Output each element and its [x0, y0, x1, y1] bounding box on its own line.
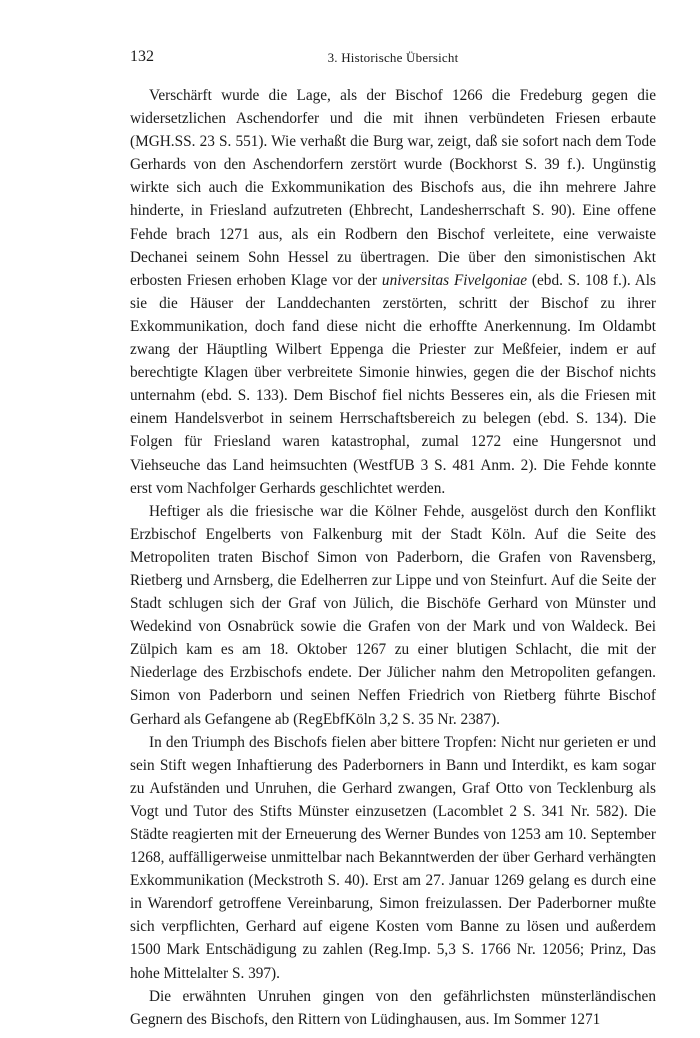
- text-run: In den Triumph des Bischofs fielen aber bittere Tropfen: Nicht nur gerieten er und sein Stift wegen Inhaftierung des Paderborners in Bann und Interdikt, es kam sogar zu Aufständen und Unruhen, die Gerhard zwangen, Graf Otto von Tecklenburg als Vogt und Tutor des Stifts Münster einzusetzen (Lacomblet 2 S. 341 Nr. 582). Die Städte reagierten mit der Erneuerung des Werner Bundes von 1253 am 10. September 1268, auffälligerweise unmittelbar nach Bekanntwerden der über Gerhard verhängten Exkommunikation (Meckstroth S. 40). Erst am 27. Januar 1269 gelang es durch eine in Warendorf getroffene Vereinbarung, Simon freizulassen. Der Paderborner mußte sich verpflichten, Gerhard auf eigene Kosten vom Banne zu lösen und außerdem 1500 Mark Entschädigung zu zahlen (Reg.Imp. 5,3 S. 1766 Nr. 12056; Prinz, Das hohe Mittelalter S. 397).: [130, 733, 656, 982]
- italic-term-universitas: universitas Fivelgoniae: [381, 271, 528, 289]
- text-run: Verschärft wurde die Lage, als der Bischof 1266 die Fredeburg gegen die widersetzlichen Aschendorfer und die mit ihnen verbündeten Friesen erbaute (MGH.SS. 23 S. 551). Wie verhaßt die Burg war, zeigt, daß sie sofort nach dem Tode Gerhards von den Aschendorfern zerstört wurde (Bockhorst S. 39 f.). Ungünstig wirkte sich auch die Exkommunikation des Bischofs aus, die ihn mehrere Jahre hinderte, in Friesland aufzutreten (Ehbrecht, Landesherrschaft S. 90). Eine offene Fehde brach 1271 aus, als ein Rodbern den Bischof verleitete, eine verwaiste Dechanei seinem Sohn Hessel zu übertragen. Die über den simonistischen Akt erbosten Friesen erhoben Klage vor der: [130, 87, 656, 289]
- text-run: Heftiger als die friesische war die Kölner Fehde, ausgelöst durch den Konflikt Erzbischof Engelberts von Falkenburg mit der Stadt Köln. Auf die Seite des Metropoliten traten Bischof Simon von Paderborn, die Grafen von Ravensberg, Rietberg und Arnsberg, die Edelherren zur Lippe und von Steinfurt. Auf die Seite der Stadt schlugen sich der Graf von Jülich, die Bischöfe Gerhard von Münster und Wedekind von Osnabrück sowie die Grafen von der Mark und von Waldeck. Bei Zülpich kam es am 18. Oktober 1267 zu einer blutigen Schlacht, die mit der Niederlage des Erzbischofs endete. Der Jülicher nahm den Metropoliten gefangen. Simon von Paderborn und seinen Neffen Friedrich von Rietberg führte Bischof Gerhard als Gefangene ab (RegEbfKöln 3,2 S. 35 Nr. 2387).: [130, 502, 656, 728]
- paragraph-2: [130, 500, 656, 731]
- text-run: (ebd. S. 108 f.). Als sie die Häuser der Landdechanten zerstörten, schritt der Bischof zu ihrer Exkommunikation, doch fand diese nicht die erhoffte Anerkennung. Im Oldambt zwang der Häuptling Wilbert Eppenga die Priester zur Meßfeier, indem er auf berechtigte Klagen über verbreitete Simonie hinwies, gegen die der Bischof nichts unternahm (ebd. S. 133). Dem Bischof fiel nichts Besseres ein, als die Friesen mit einem Handelsverbot in seinem Herrschaftsbereich zu belegen (ebd. S. 134). Die Folgen für Friesland waren katastrophal, zumal 1272 eine Hungersnot und Viehseuche das Land heimsuchten (WestfUB 3 S. 481 Anm. 2). Die Fehde konnte erst vom Nachfolger Gerhards geschlichtet werden.: [130, 271, 656, 497]
- paragraph-4: [130, 985, 656, 1031]
- running-title: 3. Historische Übersicht: [327, 50, 459, 65]
- paragraph-1: [130, 84, 656, 500]
- text-run: Die erwähnten Unruhen gingen von den gefährlichsten münsterländischen Gegnern des Bischofs, den Rittern von Lüdinghausen, aus. Im Sommer 1271: [130, 987, 656, 1028]
- body-text: [130, 84, 656, 1031]
- page-header: [130, 48, 656, 70]
- page-number: 132: [130, 48, 154, 65]
- paragraph-3: [130, 731, 656, 985]
